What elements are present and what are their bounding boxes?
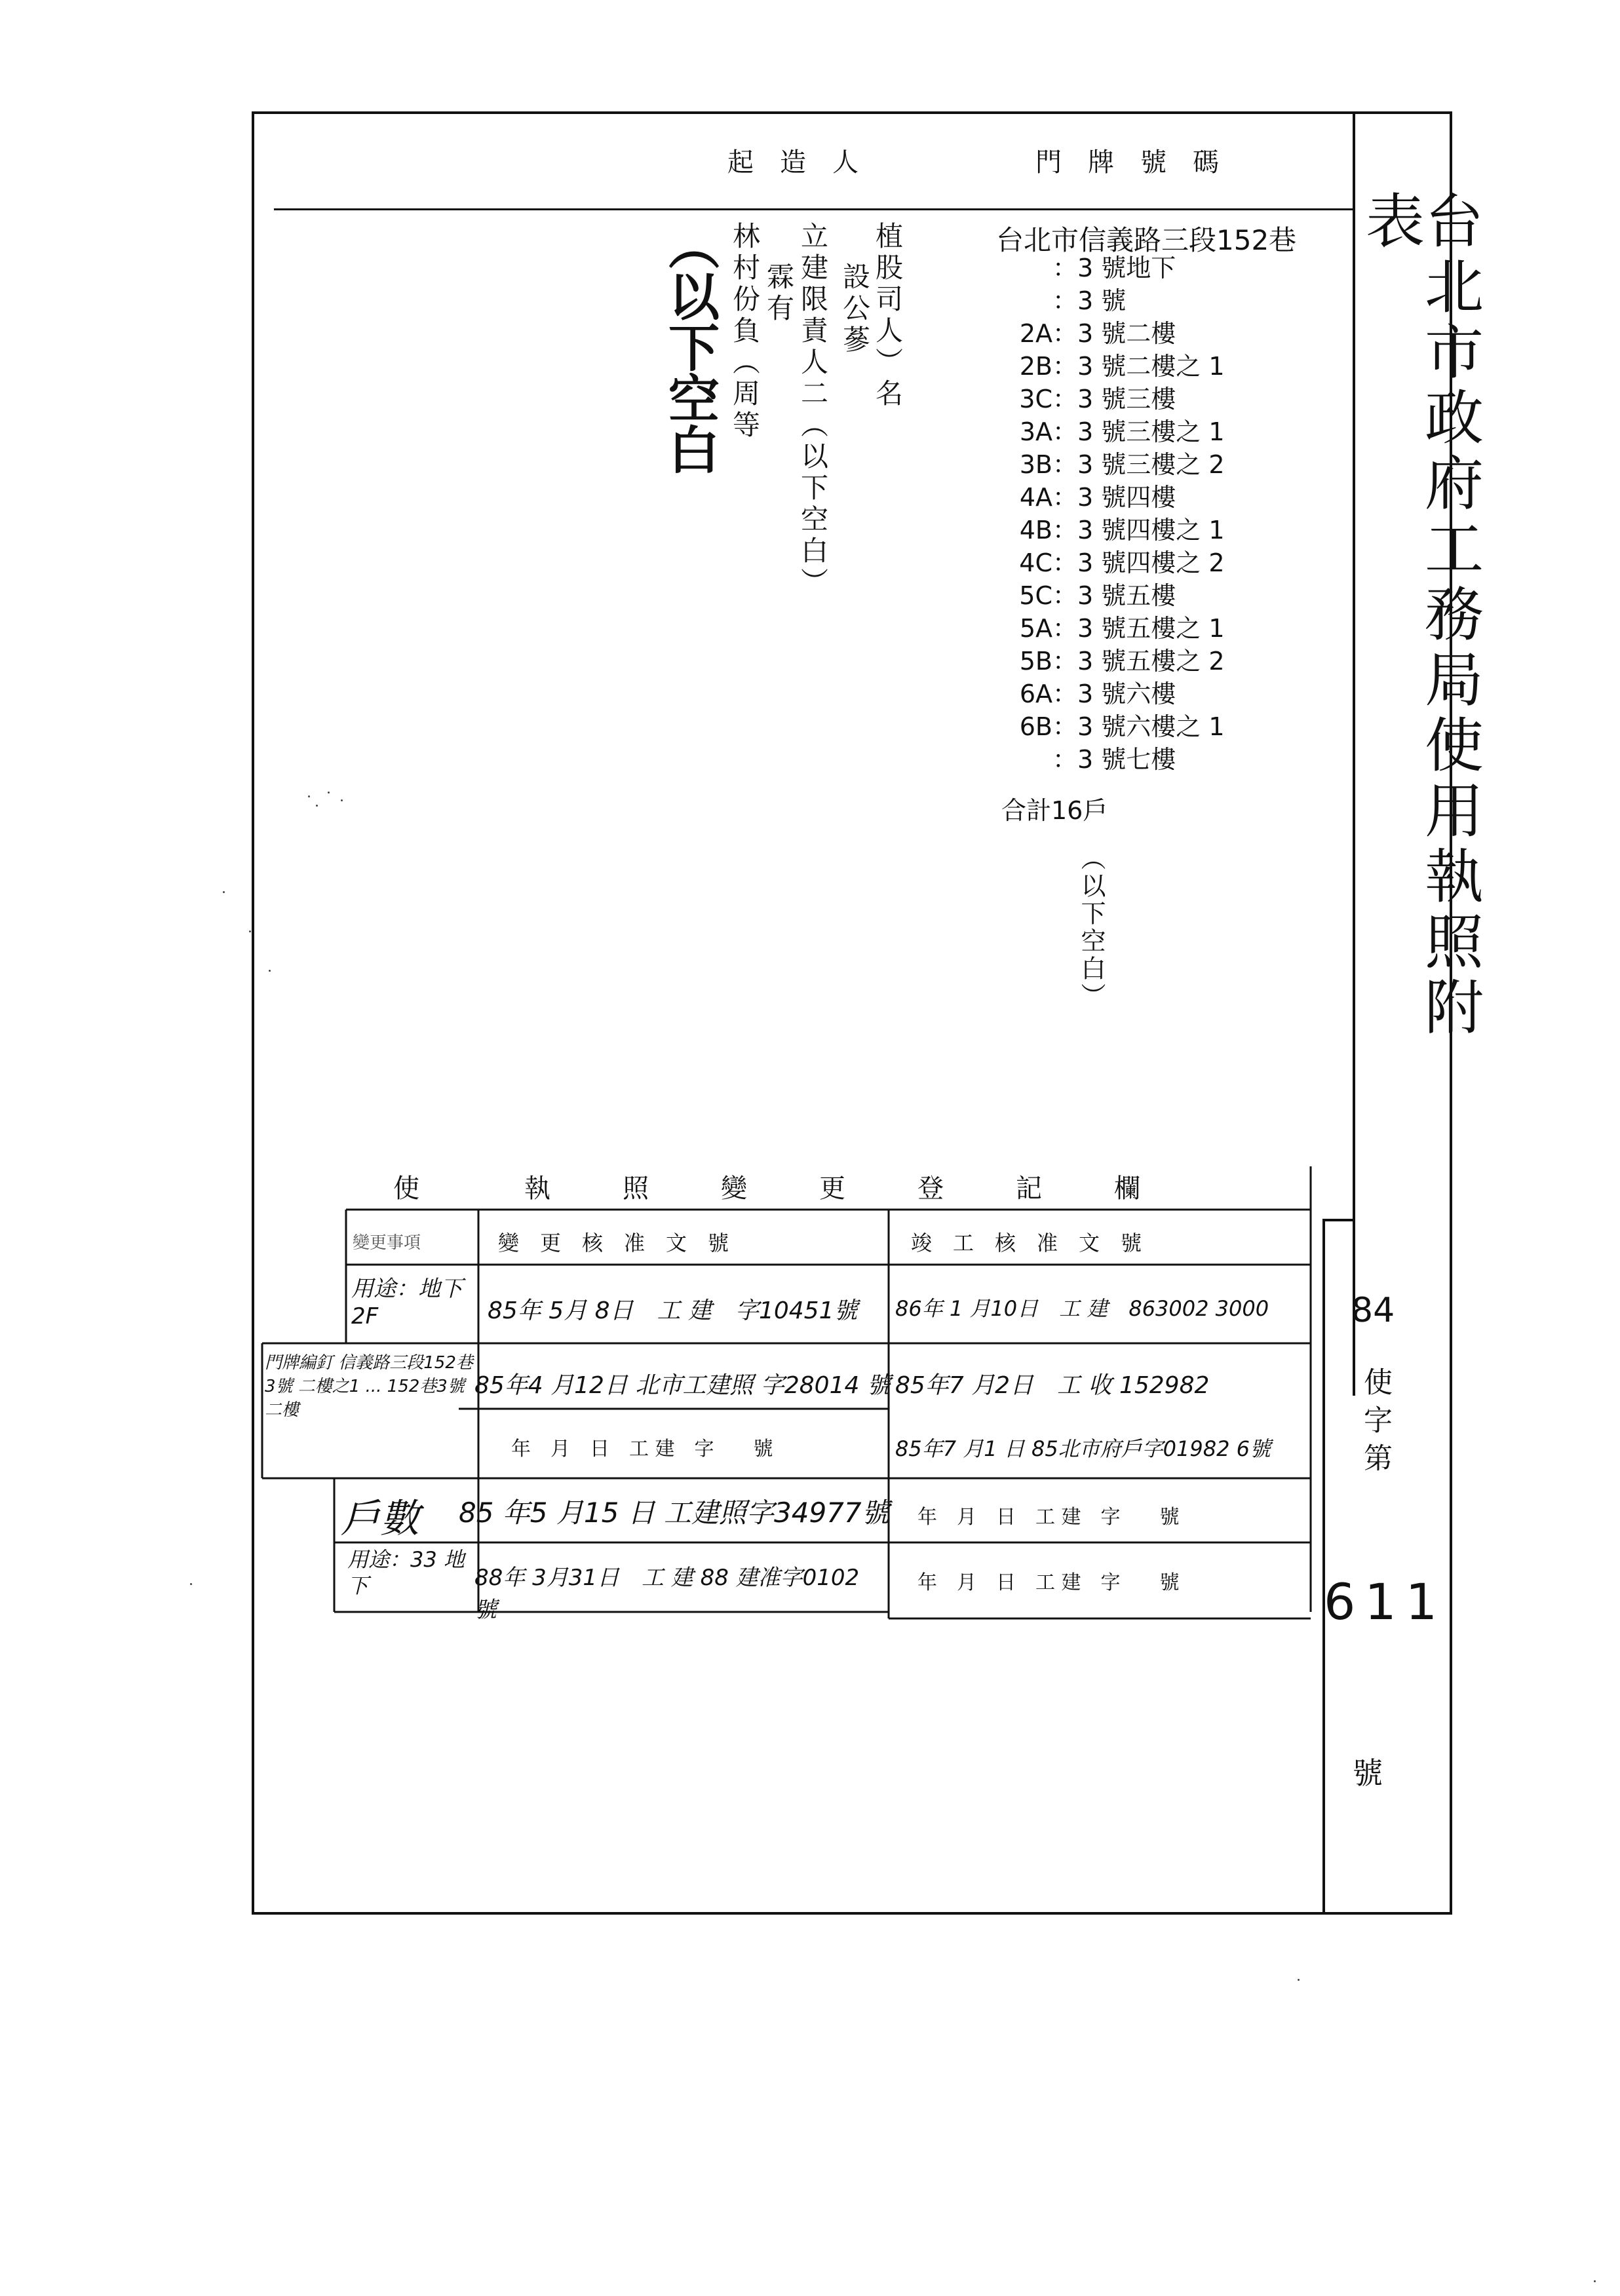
license-char-label: 使字第 [1359,1367,1392,1481]
address-text: ：3 號七樓 [1052,745,1176,774]
address-text: ：3 號 [1052,286,1127,315]
address-unit: 4C [1019,548,1052,577]
address-text: ：3 號五樓之 2 [1052,647,1225,676]
side-title: 台北市政府工務局使用執照附表 [1355,190,1483,1042]
table-row-1-item: 用途：地下2F [351,1276,463,1330]
builder-header: 起 造 人 [727,147,858,178]
address-unit: 4A [1019,483,1052,512]
col-header-completion: 竣 工 核 准 文 號 [911,1231,1142,1255]
col-header-item: 變更事項 [353,1233,421,1253]
builder-column-1: 植股司人）名 [872,221,904,410]
license-suffix: 號 [1353,1755,1383,1791]
address-unit: 5A [1019,614,1052,643]
address-unit: 3B [1019,450,1052,479]
builder-column-3: 設公蔘 [839,262,871,356]
address-text: ：3 號二樓之 1 [1052,352,1225,381]
table-row-3-approval: 年 月 日 工 建 字 號 [511,1438,773,1461]
address-text: ：3 號三樓之 2 [1052,450,1225,479]
address-text: ：3 號五樓之 1 [1052,614,1225,643]
builder-column-4: 林村份負（周等 [729,221,761,442]
table-row-1-approval: 85年 5月 8日 工 建 字10451號 [488,1297,858,1324]
address-text: ：3 號地下 [1052,254,1176,282]
table-row-5-approval: 88年 3月31日 工 建 88 建准字0102號 [474,1565,860,1623]
table-row-1-completion: 86年 1 月10日 工 建 863002 3000 [895,1296,1269,1321]
address-unit: 2B [1019,352,1052,381]
address-header: 門 牌 號 碼 [1035,147,1219,178]
address-text: ：3 號三樓之 1 [1052,417,1225,446]
address-text: ：3 號五樓 [1052,581,1176,610]
builder-column-2: 立建限責人二（以下空白） [797,221,829,599]
address-text: ：3 號六樓之 1 [1052,712,1225,741]
table-row-4-item: 戶數 [341,1496,419,1542]
address-text: ：3 號二樓 [1052,319,1176,348]
builder-column-4b: 霖有 [763,262,795,325]
address-unit: 2A [1019,319,1052,348]
address-unit: 5B [1019,647,1052,676]
address-unit: 3C [1019,385,1052,413]
table-row-2-approval: 85年4 月12日 北市工建照 字28014 號 [474,1372,891,1399]
address-text: ：3 號六樓 [1052,679,1176,708]
address-text: ：3 號三樓 [1052,385,1176,413]
license-number: 611 [1324,1573,1447,1631]
address-text: ：3 號四樓 [1052,483,1176,512]
builder-blank-note: （以下空白 [660,219,720,474]
address-text: ：3 號四樓之 1 [1052,516,1225,545]
address-unit: 4B [1019,516,1052,545]
table-row-2-item: 門牌編釘 信義路三段152巷3號 二樓之1 ... 152巷3號 二樓 [265,1353,473,1420]
table-row-3-completion: 85年7 月1 日 85北市府戶字01982 6號 [895,1436,1271,1461]
table-row-2-completion: 85年7 月2日 工 收 152982 [895,1372,1210,1399]
address-blank-note: （以下空白） [1077,845,1106,1010]
change-table-title: 使 執 照 變 更 登 記 欄 [393,1174,1147,1204]
address-text: ：3 號四樓之 2 [1052,548,1225,577]
col-header-approval: 變 更 核 准 文 號 [498,1231,729,1255]
table-row-5-completion: 年 月 日 工 建 字 號 [917,1571,1180,1594]
address-unit: 3A [1019,417,1052,446]
address-unit: 5C [1019,581,1052,610]
license-year: 84 [1351,1291,1395,1330]
address-street: 台北市信義路三段152巷 [996,224,1297,256]
table-row-4-approval: 85 年5 月15 日 工建照字34977號 [459,1497,889,1529]
address-unit: 6A [1019,679,1052,708]
table-row-4-completion: 年 月 日 工 建 字 號 [917,1506,1180,1529]
table-row-5-item: 用途：33 地下 [347,1547,465,1598]
address-unit: 6B [1019,712,1052,741]
address-total: 合計16戶 [1001,796,1108,825]
